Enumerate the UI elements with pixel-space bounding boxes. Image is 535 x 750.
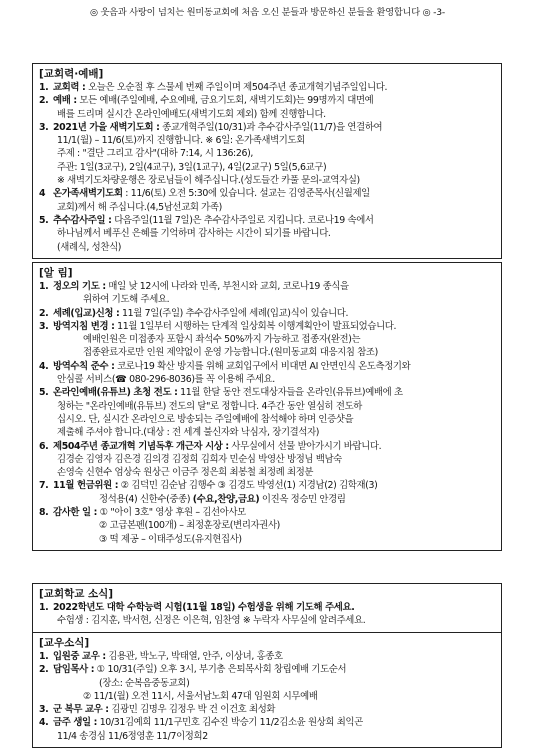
item-heading: 군 복무 교우 : xyxy=(53,704,109,716)
section-worship xyxy=(32,63,502,259)
item-heading: 방역지침 변경 : xyxy=(53,320,115,332)
list-item xyxy=(39,214,495,227)
list-item xyxy=(39,280,495,293)
item-text: 다음주일(11월 7일)은 추수감사주일로 지킵니다. 코로나19 속에서 xyxy=(111,214,374,226)
item-number: 1. xyxy=(39,281,49,292)
item-continuation: 하나님께서 베푸신 은혜를 기억하며 감사하는 시간이 되기를 바랍니다. xyxy=(57,228,331,240)
item-continuation: 교회)께서 해 주십니다.(4,5남선교회 가족) xyxy=(57,201,222,213)
item-heading: 담임목사 : xyxy=(53,664,95,676)
item-text: : 11/6(토) 오전 5:30에 있습니다. 설교는 김영준목사(신월제일 xyxy=(122,188,370,200)
item-continuation: 수험생 : 김지훈, 박서현, 신정은 이은혁, 임찬영 ※ 누락자 사무실에 알려주세요. xyxy=(57,615,366,627)
item-number: 6. xyxy=(39,440,49,452)
item-text: 종교개혁주일(10/31)과 추수감사주일(11/7)을 연결하여 xyxy=(159,121,383,133)
item-heading: 금주 생일 : xyxy=(53,717,98,729)
item-text: 김용관, 박노구, 박태열, 안주, 이상녀, 홍종호 xyxy=(105,651,283,662)
item-continuation: 주제 : "결단 그리고 감사"(대하 7:14, 시 136:26), xyxy=(57,148,254,160)
item-continuation: (장소: 순복음중동교회) xyxy=(99,677,190,689)
item-text: 오늘은 오순절 후 스물세 번째 주일이며 제504주년 종교개혁기념주일입니다. xyxy=(85,82,388,93)
item-continuation: 접종완료자로만 인원 제약없이 운영 가능합니다.(원미동교회 대응지침 참조) xyxy=(83,347,378,359)
list-item xyxy=(39,479,495,492)
section-title: [교회학교 소식] xyxy=(39,588,114,600)
item-continuation: 안심콜 서비스(☎ 080-296-8036)를 꼭 이용해 주세요. xyxy=(57,374,275,386)
item-heading: 2022학년도 대학 수학능력 시험(11월 18일) 수험생을 위해 기도해 주세요. xyxy=(53,602,355,613)
item-heading: 감사한 일 : xyxy=(53,507,98,519)
item-number: 3. xyxy=(39,121,49,133)
item-continuation: 11/4 송경심 11/6정영훈 11/7이정희2 xyxy=(57,730,208,742)
item-text: 매일 낮 12시에 나라와 민족, 부천시와 교회, 코로나19 종식을 xyxy=(105,281,349,292)
item-continuation: (새례식, 성찬식) xyxy=(57,241,122,253)
item-continuation: 11/1(월) – 11/6(토)까지 진행합니다. ※ 6일: 온가족새벽기도회 xyxy=(57,135,305,147)
item-number: 3. xyxy=(39,704,49,716)
item-number: 2. xyxy=(39,95,49,107)
item-continuation xyxy=(39,493,495,506)
item-number: 7. xyxy=(39,480,49,492)
item-text: 모든 예배(주일예배, 수요예배, 금요기도회, 새벽기도회)는 99명까지 대면예 xyxy=(76,95,374,107)
item-continuation: 배를 드리며 실시간 온라인예배도(새벽기도회 제외) 함께 진행합니다. xyxy=(57,108,326,120)
list-item xyxy=(39,440,495,453)
item-number: 1. xyxy=(39,602,49,613)
item-heading: 추수감사주일 : xyxy=(53,214,112,226)
list-item xyxy=(39,506,495,519)
section-title: [알 림] xyxy=(39,267,73,279)
list-item xyxy=(39,650,495,663)
item-continuation: ※ 새벽기도차량운행은 장로님들이 해주십니다.(성도들간 카풀 문의-교역자실) xyxy=(57,175,360,187)
item-continuation: 십시오. 단, 실시간 온라인으로 방송되는 주일예배에 참석해야 하며 인증샷을 xyxy=(57,413,354,425)
donor-names: 이진옥 정승민 안경림 xyxy=(259,493,346,505)
item-text: 사무실에서 선물 받아가시기 바랍니다. xyxy=(228,440,382,452)
section-church-school xyxy=(32,583,502,633)
item-number: 1. xyxy=(39,651,49,662)
item-heading: 온가족새벽기도회 xyxy=(53,188,123,200)
item-text: 10/31김예희 11/1구민호 김수진 박승기 11/2김소윤 원상희 최익곤 xyxy=(97,717,363,729)
list-item xyxy=(39,386,495,399)
section-notices xyxy=(32,262,502,551)
item-text: 11월 1일부터 시행하는 단계적 일상회복 이행계획안이 발표되었습니다. xyxy=(114,320,397,332)
list-item xyxy=(39,94,495,107)
item-heading: 입원중 교우 : xyxy=(53,651,106,662)
donor-names: 정석용(4) 신한수(중종) xyxy=(99,493,193,505)
item-continuation: ③ 떡 제공 – 이태주성도(유지현집사) xyxy=(99,533,242,545)
item-continuation: 예배인원은 미접종자 포함시 좌석수 50%까지 가능하고 접종자(완전)는 xyxy=(83,334,361,346)
item-number: 4. xyxy=(39,360,49,372)
list-item xyxy=(39,716,495,729)
item-heading: 제504주년 종교개혁 기념독후 개근자 시상 : xyxy=(53,440,229,452)
item-heading: 11월 헌금위원 : xyxy=(53,480,119,492)
item-heading: 교회력 : xyxy=(53,82,86,93)
item-continuation: ② 고급본펜(100개) – 최정훈장로(변리자권사) xyxy=(99,520,280,532)
item-heading: 세례(입교)신청 : xyxy=(53,307,120,319)
list-item xyxy=(39,121,495,134)
item-text: 코로나19 확산 방지를 위해 교회입구에서 비대면 AI 안면인식 온도측정기와 xyxy=(114,360,411,372)
item-number: 1. xyxy=(39,82,49,93)
item-continuation: 제출해 주셔야 합니다.(대상 : 전 세계 불신자와 낙심자, 장기결석자) xyxy=(57,427,320,439)
item-continuation: ② 11/1(월) 오전 11시, 서울서남노회 47대 임원회 시무예배 xyxy=(83,690,318,702)
item-continuation: 위하여 기도해 주세요. xyxy=(83,294,170,306)
section-title: [교회력·예배] xyxy=(39,68,104,80)
item-number: 3. xyxy=(39,320,49,332)
item-number: 2. xyxy=(39,307,49,319)
service-label: (수요,찬양,금요) xyxy=(192,493,260,505)
item-number: 5. xyxy=(39,214,49,226)
list-item xyxy=(39,360,495,373)
list-item xyxy=(39,663,495,676)
list-item xyxy=(39,703,495,716)
list-item xyxy=(39,307,495,320)
section-member-news xyxy=(32,632,502,748)
list-item xyxy=(39,320,495,333)
item-text: ① "아이 3호" 영상 후원 – 김선아사모 xyxy=(97,507,246,519)
list-item xyxy=(39,81,495,94)
item-text: 11월 한달 동안 전도대상자들을 온라인(유튜브)예배에 초 xyxy=(177,387,403,399)
list-item xyxy=(39,187,495,200)
list-item xyxy=(39,601,495,614)
item-text: 김광민 김명우 김정우 박 건 이건호 최성화 xyxy=(108,704,276,716)
item-number: 4. xyxy=(39,717,49,729)
item-heading: 온라인예배(유튜브) 초청 전도 : xyxy=(53,387,178,399)
item-number: 4 xyxy=(39,188,46,200)
item-text: 11월 7일(주일) 추수감사주일에 세례(입교)식이 있습니다. xyxy=(119,307,349,319)
item-continuation: 김경순 김영자 김은경 김의경 김정희 김희자 민순심 박영산 방정님 백남숙 xyxy=(57,453,342,465)
item-heading: 방역수칙 준수 : xyxy=(53,360,115,372)
item-continuation: 주관: 1일(3교구), 2일(4교구), 3일(1교구), 4일(2교구) 5일(5,6교구) xyxy=(57,161,327,173)
item-continuation: 손영숙 신현수 엄상숙 원상근 이금주 정은희 최봉철 최정례 최정분 xyxy=(57,467,314,479)
item-text: ② 김덕민 김순남 김행수 ③ 김경도 박영선(1) 지경남(2) 김학재(3) xyxy=(118,480,378,492)
item-heading: 2021년 가을 새벽기도회 : xyxy=(53,121,160,133)
item-number: 2. xyxy=(39,664,49,676)
item-text: ① 10/31(주일) 오후 3시, 부기총 은퇴목사회 창립예배 기도순서 xyxy=(94,664,347,676)
item-heading: 정오의 기도 : xyxy=(53,281,106,292)
bulletin-header: ◎ 웃음과 사랑이 넘치는 원미동교회에 처음 오신 분들과 방문하신 분들을 환영합니다 ◎ -3- xyxy=(89,7,446,18)
section-title: [교우소식] xyxy=(39,637,90,649)
item-number: 5. xyxy=(39,387,49,399)
item-continuation: 청하는 "온라인예배(유튜브) 전도의 달"로 정합니다. 4주간 동안 열심히 전도하 xyxy=(57,400,363,412)
item-heading: 예배 : xyxy=(53,95,77,107)
item-number: 8. xyxy=(39,507,49,519)
